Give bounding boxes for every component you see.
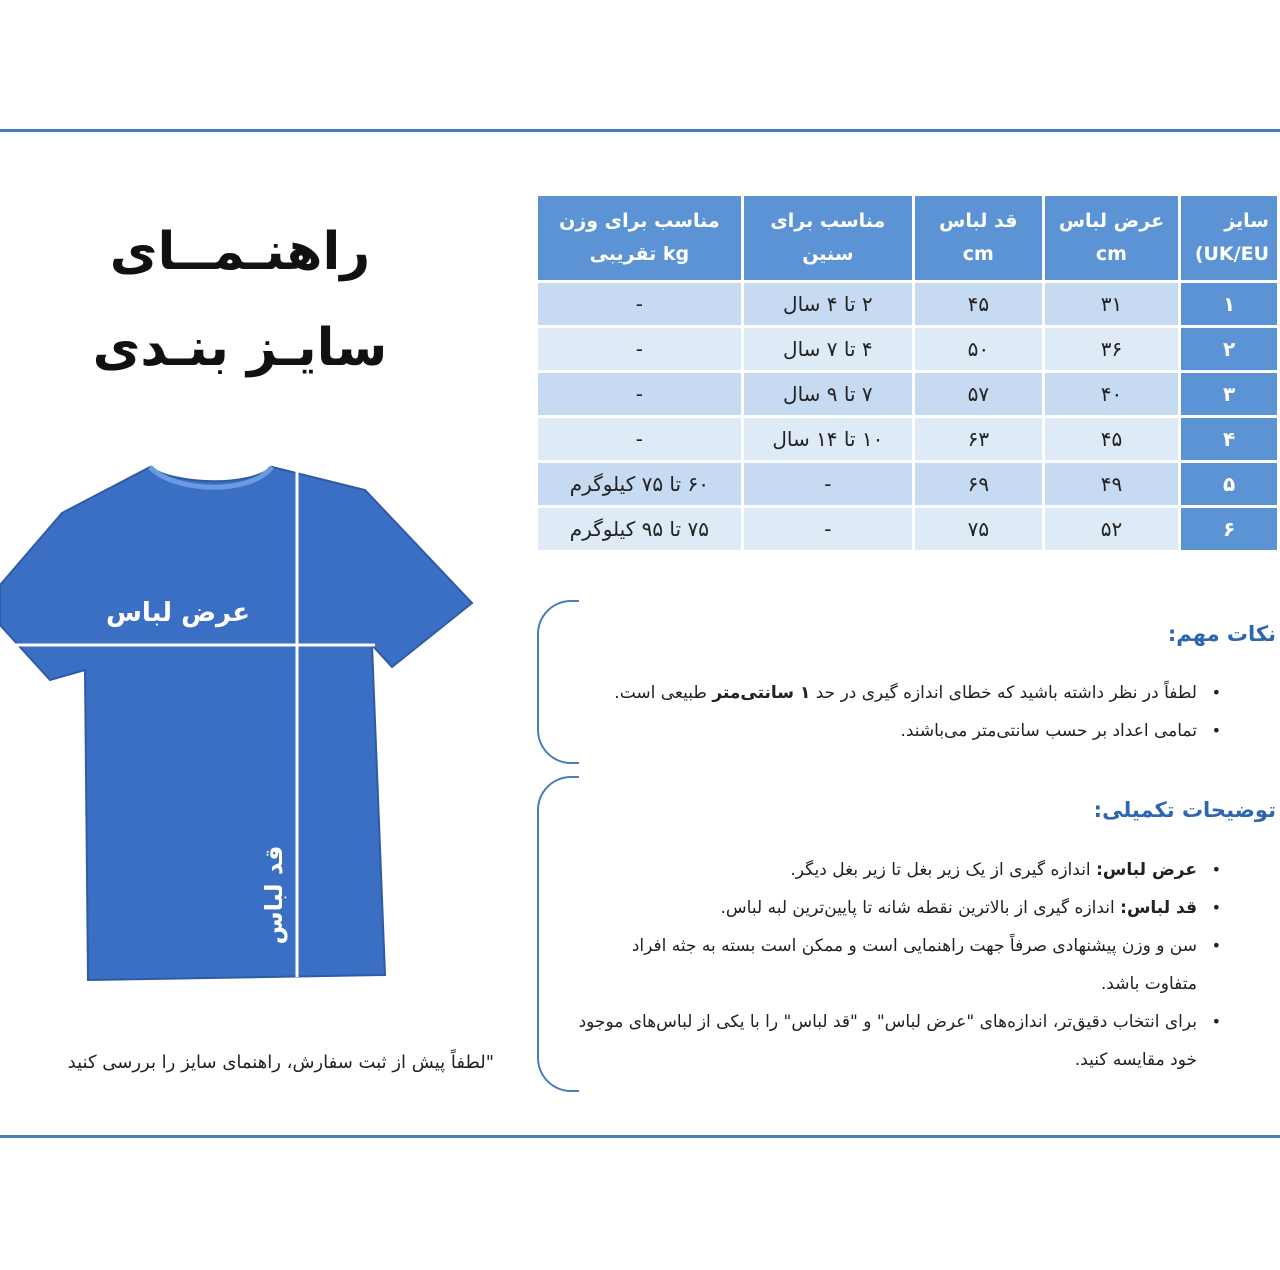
table-row [538,463,1277,505]
important-notes-list [575,674,1225,750]
cell-weight: - [538,373,741,415]
header-age: مناسب برای سنین [744,196,912,280]
cell-size: ۶ [1181,508,1277,550]
table-row [538,373,1277,415]
cell-width: ۳۱ [1045,283,1179,325]
extra-notes-bracket [537,776,579,1092]
table-row [538,283,1277,325]
important-notes-bracket [537,600,579,764]
list-item: • سن و وزن پیشنهادی صرفاً جهت راهنمایی است و ممکن است بسته به جثه افراد متفاوت باشد. [575,927,1225,1003]
guide-title-line1: راهنـمــای [109,222,371,282]
cell-length: ۵۷ [915,373,1042,415]
tshirt-body [0,467,472,980]
cell-age: ۴ تا ۷ سال [744,328,912,370]
cell-age: ۷ تا ۹ سال [744,373,912,415]
top-divider [0,129,1280,132]
cell-width: ۳۶ [1045,328,1179,370]
list-item: • عرض لباس: اندازه گیری از یک زیر بغل تا زیر بغل دیگر. [575,851,1225,889]
tshirt-illustration [0,455,480,985]
cell-age: - [744,508,912,550]
list-item: • لطفاً در نظر داشته باشید که خطای اندازه گیری در حد ۱ سانتی‌متر طبیعی است. [575,674,1225,712]
header-size: سایز (UK/EU [1181,196,1277,280]
footnote: "لطفاً پیش از ثبت سفارش، راهنمای سایز را بررسی کنید [67,1052,494,1073]
cell-weight: - [538,283,741,325]
cell-length: ۶۹ [915,463,1042,505]
cell-length: ۵۰ [915,328,1042,370]
table-header-row [538,196,1277,280]
list-item: • قد لباس: اندازه گیری از بالاترین نقطه شانه تا پایین‌ترین لبه لباس. [575,889,1225,927]
cell-width: ۵۲ [1045,508,1179,550]
cell-size: ۱ [1181,283,1277,325]
cell-age: ۱۰ تا ۱۴ سال [744,418,912,460]
bottom-divider [0,1135,1280,1138]
cell-age: ۲ تا ۴ سال [744,283,912,325]
cell-width: ۴۵ [1045,418,1179,460]
cell-width: ۴۰ [1045,373,1179,415]
extra-notes-title: توضیحات تکمیلی: [1093,798,1276,822]
table-row [538,328,1277,370]
cell-size: ۲ [1181,328,1277,370]
extra-notes-list [575,851,1225,1079]
table-row [538,508,1277,550]
cell-length: ۶۳ [915,418,1042,460]
cell-size: ۵ [1181,463,1277,505]
important-notes-title: نکات مهم: [1167,622,1276,646]
width-label: عرض لباس [106,598,250,628]
table-row [538,418,1277,460]
guide-title-line2: سایـز بنـدی [92,318,388,378]
list-item: • برای انتخاب دقیق‌تر، اندازه‌های "عرض لباس" و "قد لباس" را با یکی از لباس‌های موجود خود مقایسه کنید. [575,1003,1225,1079]
header-length: قد لباس cm [915,196,1042,280]
cell-width: ۴۹ [1045,463,1179,505]
header-weight: مناسب برای وزن kg تقریبی [538,196,741,280]
cell-length: ۴۵ [915,283,1042,325]
cell-weight: - [538,328,741,370]
cell-size: ۴ [1181,418,1277,460]
length-label: قد لباس [260,845,288,945]
cell-weight: ۶۰ تا ۷۵ کیلوگرم [538,463,741,505]
list-item: • تمامی اعداد بر حسب سانتی‌متر می‌باشند. [575,712,1225,750]
cell-age: - [744,463,912,505]
cell-weight: ۷۵ تا ۹۵ کیلوگرم [538,508,741,550]
cell-weight: - [538,418,741,460]
size-table [535,193,1280,553]
cell-length: ۷۵ [915,508,1042,550]
header-width: عرض لباس cm [1045,196,1179,280]
cell-size: ۳ [1181,373,1277,415]
